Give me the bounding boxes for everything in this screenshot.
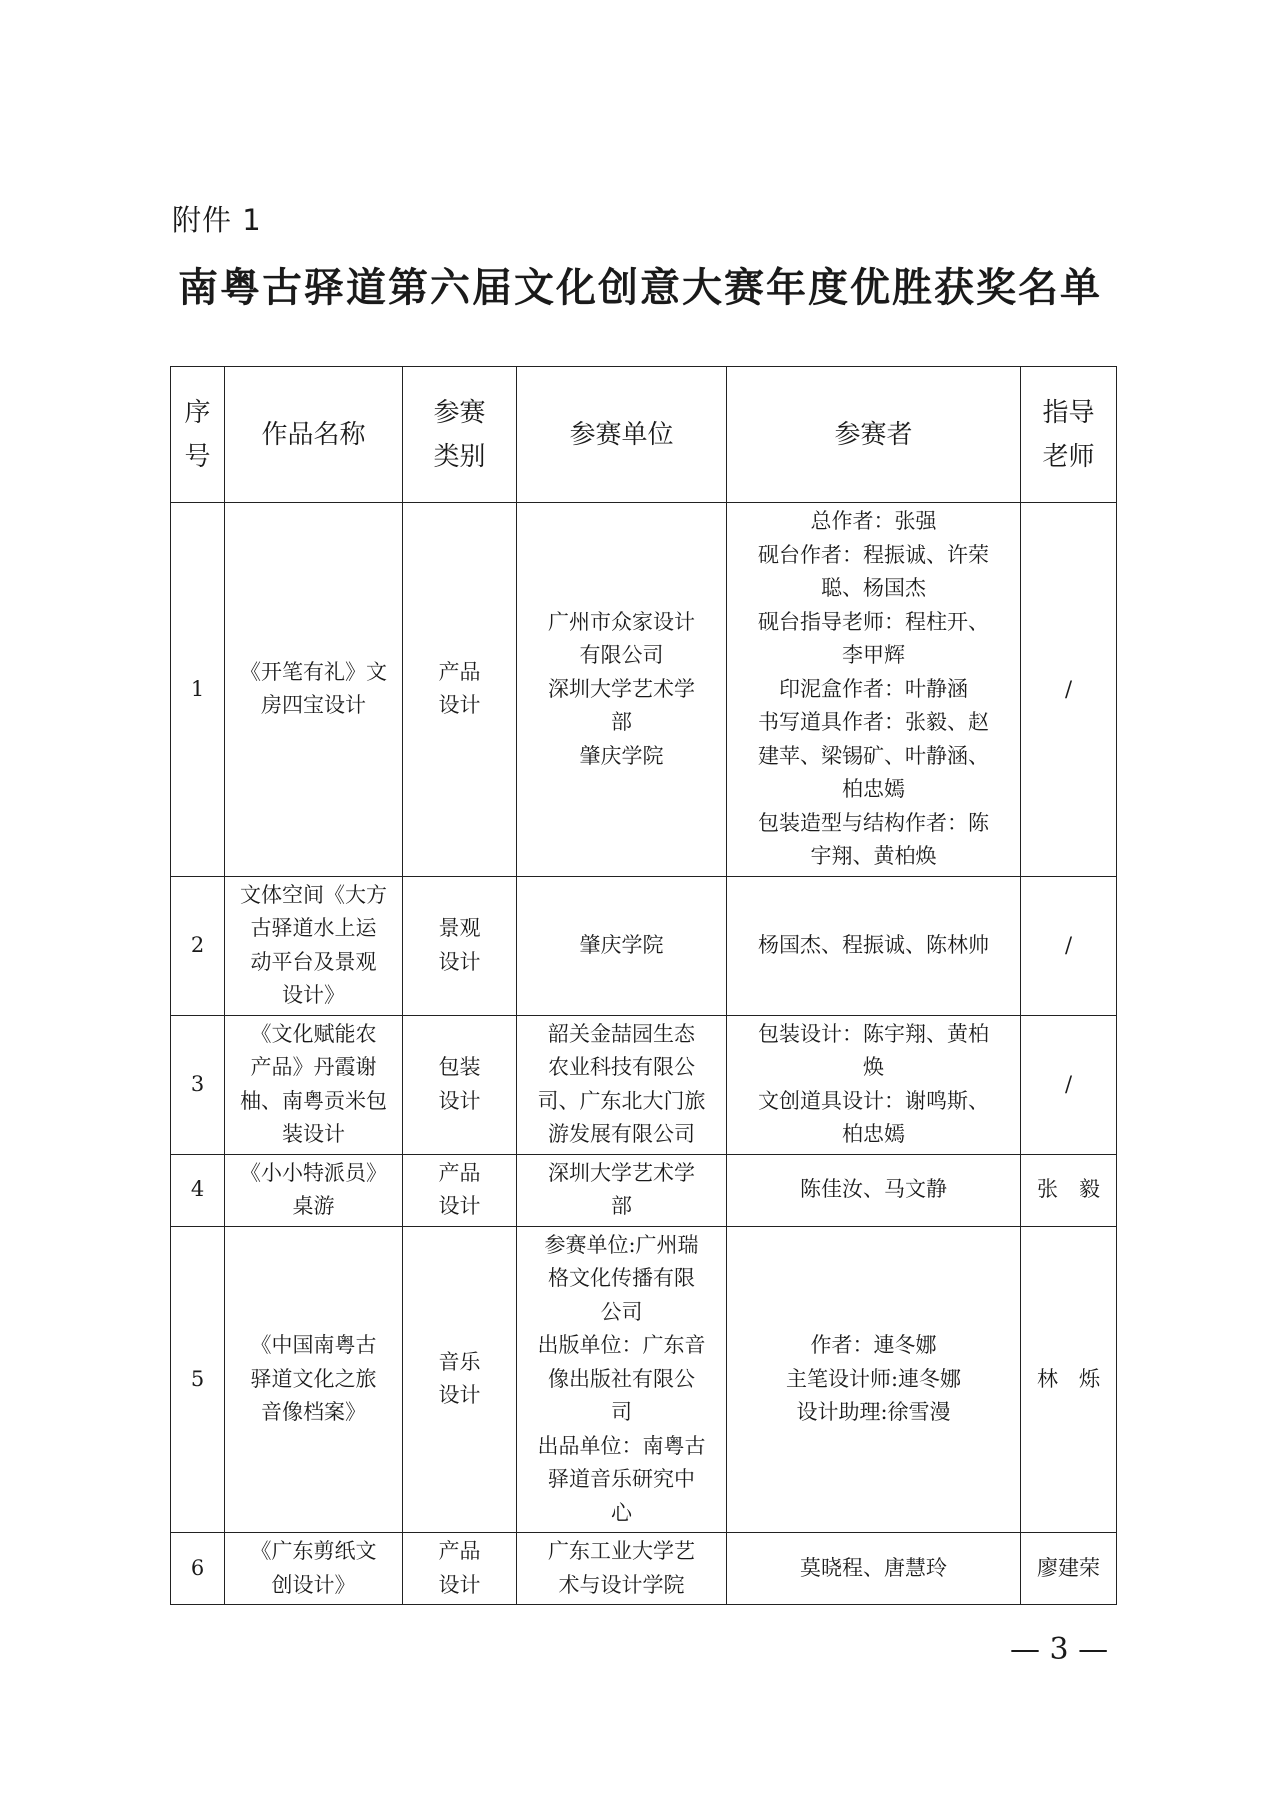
table-row [171, 1533, 1117, 1605]
row-participants: 包装设计：陈宇翔、黄柏 焕 文创道具设计：谢鸣斯、 柏忠嫣 [727, 1015, 1021, 1154]
table-header-row [171, 367, 1117, 503]
row-work: 《开笔有礼》文 房四宝设计 [225, 503, 403, 877]
row-participants: 陈佳汝、马文静 [727, 1154, 1021, 1226]
row-category: 包装 设计 [403, 1015, 517, 1154]
row-teacher: 林 烁 [1021, 1226, 1117, 1533]
row-work: 《中国南粤古 驿道文化之旅 音像档案》 [225, 1226, 403, 1533]
row-participants: 杨国杰、程振诚、陈林帅 [727, 876, 1021, 1015]
award-table [170, 366, 1117, 1605]
table-row [171, 1226, 1117, 1533]
table-row [171, 503, 1117, 877]
row-unit: 参赛单位:广州瑞 格文化传播有限 公司 出版单位：广东音 像出版社有限公 司 出品单位：南粤古 驿道音乐研究中 心 [517, 1226, 727, 1533]
row-teacher: 张 毅 [1021, 1154, 1117, 1226]
row-category: 产品 设计 [403, 503, 517, 877]
row-participants: 总作者：张强 砚台作者：程振诚、许荣 聪、杨国杰 砚台指导老师：程柱开、 李甲辉 印泥盒作者：叶静涵 书写道具作者：张毅、赵 建苹、梁锡矿、叶静涵、 柏忠嫣 包装造型与结构作者：陈 宇翔、黄柏焕 [727, 503, 1021, 877]
row-no: 2 [171, 876, 225, 1015]
header-unit: 参赛单位 [517, 367, 727, 503]
row-work: 《广东剪纸文 创设计》 [225, 1533, 403, 1605]
row-category: 音乐 设计 [403, 1226, 517, 1533]
document-title: 南粤古驿道第六届文化创意大赛年度优胜获奖名单 [178, 264, 1102, 311]
row-unit: 广东工业大学艺 术与设计学院 [517, 1533, 727, 1605]
row-no: 5 [171, 1226, 225, 1533]
row-work: 文体空间《大方 古驿道水上运 动平台及景观 设计》 [225, 876, 403, 1015]
header-participants: 参赛者 [727, 367, 1021, 503]
row-category: 产品 设计 [403, 1533, 517, 1605]
header-teacher: 指导 老师 [1021, 367, 1117, 503]
row-unit: 韶关金喆园生态 农业科技有限公 司、广东北大门旅 游发展有限公司 [517, 1015, 727, 1154]
page-number: — 3 — [1010, 1632, 1109, 1667]
header-work: 作品名称 [225, 367, 403, 503]
row-teacher: / [1021, 876, 1117, 1015]
row-category: 景观 设计 [403, 876, 517, 1015]
row-unit: 广州市众家设计 有限公司 深圳大学艺术学 部 肇庆学院 [517, 503, 727, 877]
row-participants: 作者：連冬娜 主笔设计师:連冬娜 设计助理:徐雪漫 [727, 1226, 1021, 1533]
row-teacher: / [1021, 503, 1117, 877]
row-teacher: / [1021, 1015, 1117, 1154]
row-participants: 莫晓程、唐慧玲 [727, 1533, 1021, 1605]
row-no: 1 [171, 503, 225, 877]
row-no: 6 [171, 1533, 225, 1605]
row-work: 《文化赋能农 产品》丹霞谢 柚、南粤贡米包 装设计 [225, 1015, 403, 1154]
row-work: 《小小特派员》 桌游 [225, 1154, 403, 1226]
row-no: 4 [171, 1154, 225, 1226]
row-unit: 肇庆学院 [517, 876, 727, 1015]
header-no: 序 号 [171, 367, 225, 503]
row-category: 产品 设计 [403, 1154, 517, 1226]
attachment-label: 附件 1 [172, 203, 262, 237]
header-category: 参赛 类别 [403, 367, 517, 503]
table-row [171, 1154, 1117, 1226]
table-row [171, 876, 1117, 1015]
row-no: 3 [171, 1015, 225, 1154]
row-teacher: 廖建荣 [1021, 1533, 1117, 1605]
table-row [171, 1015, 1117, 1154]
row-unit: 深圳大学艺术学 部 [517, 1154, 727, 1226]
